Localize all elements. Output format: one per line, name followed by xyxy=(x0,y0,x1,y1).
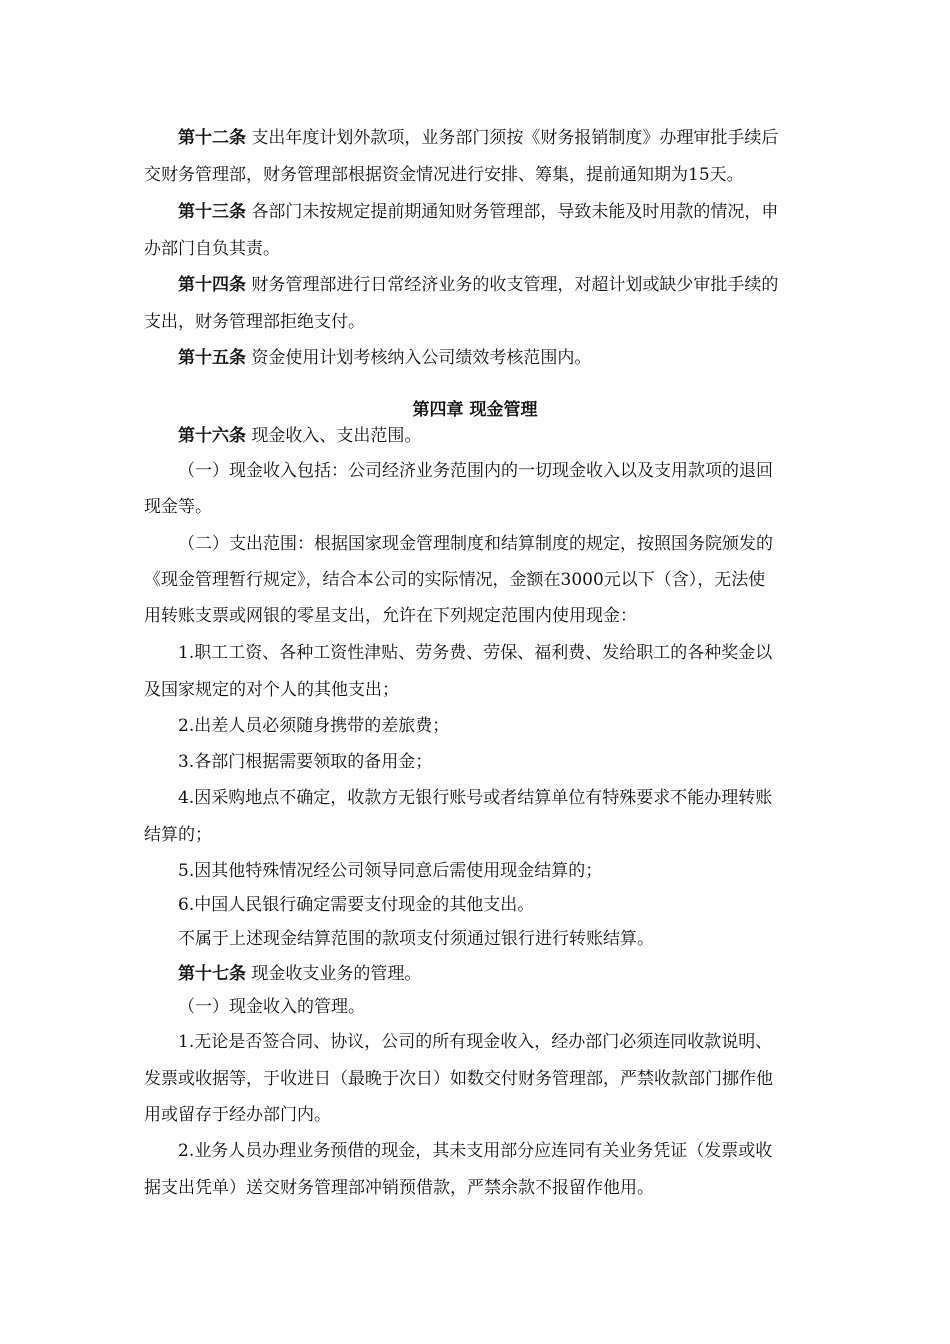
article-13-cont: 办部门自负其责。 xyxy=(144,239,280,259)
list-item-cont: 用或留存于经办部门内。 xyxy=(144,1105,331,1125)
section-expense-scope-cont-2: 用转账支票或网银的零星支出，允许在下列规定范围内使用现金： xyxy=(144,606,637,626)
article-16-label: 第十六条 xyxy=(178,426,246,446)
list-item: 1.无论是否签合同、协议，公司的所有现金收入，经办部门必须连同收款说明、 xyxy=(178,1032,773,1052)
article-12-label: 第十二条 xyxy=(178,128,246,148)
list-item: 2.业务人员办理业务预借的现金，其未支用部分应连同有关业务凭证（发票或收 xyxy=(178,1141,773,1161)
list-item: 3.各部门根据需要领取的备用金； xyxy=(178,752,433,772)
article-17-text: 现金收支业务的管理。 xyxy=(246,964,422,984)
note-line: 不属于上述现金结算范围的款项支付须通过银行进行转账结算。 xyxy=(178,929,654,949)
article-15 xyxy=(0,346,950,370)
section-cash-income-mgmt: （一）现金收入的管理。 xyxy=(178,997,365,1017)
article-17-label: 第十七条 xyxy=(178,964,246,984)
list-item: 5.因其他特殊情况经公司领导同意后需使用现金结算的； xyxy=(178,861,603,881)
article-16 xyxy=(0,424,950,448)
article-13-label: 第十三条 xyxy=(178,202,246,222)
list-item: 2.出差人员必须随身携带的差旅费； xyxy=(178,716,450,736)
list-item: 1.职工工资、各种工资性津贴、劳务费、劳保、福利费、发给职工的各种奖金以 xyxy=(178,643,773,663)
article-15-text: 资金使用计划考核纳入公司绩效考核范围内。 xyxy=(246,348,592,368)
article-14-label: 第十四条 xyxy=(178,275,246,295)
list-item-cont: 结算的； xyxy=(144,825,212,845)
article-13 xyxy=(0,200,950,224)
section-expense-scope-cont-1: 《现金管理暂行规定》，结合本公司的实际情况，金额在3000元以下（含），无法使 xyxy=(144,570,766,590)
chapter-title: 第四章 现金管理 xyxy=(412,400,538,420)
article-15-label: 第十五条 xyxy=(178,348,246,368)
article-12-cont: 交财务管理部，财务管理部根据资金情况进行安排、筹集，提前通知期为15天。 xyxy=(144,165,744,185)
list-item-cont: 据支出凭单）送交财务管理部冲销预借款，严禁余款不报留作他用。 xyxy=(144,1178,654,1198)
article-12 xyxy=(0,126,950,150)
list-item-cont: 及国家规定的对个人的其他支出； xyxy=(144,680,399,700)
article-14-text: 财务管理部进行日常经济业务的收支管理，对超计划或缺少审批手续的 xyxy=(246,275,779,295)
list-item-cont: 发票或收据等，于收进日（最晚于次日）如数交付财务管理部，严禁收款部门挪作他 xyxy=(144,1069,773,1089)
section-cash-income-cont: 现金等。 xyxy=(144,497,212,517)
article-13-text: 各部门未按规定提前期通知财务管理部，导致未能及时用款的情况，申 xyxy=(246,202,779,222)
section-cash-income: （一）现金收入包括：公司经济业务范围内的一切现金收入以及支用款项的退回 xyxy=(178,461,773,481)
article-12-text: 支出年度计划外款项，业务部门须按《财务报销制度》办理审批手续后 xyxy=(246,128,779,148)
list-item: 6.中国人民银行确定需要支付现金的其他支出。 xyxy=(178,895,535,915)
article-14 xyxy=(0,273,950,297)
list-item: 4.因采购地点不确定，收款方无银行账号或者结算单位有特殊要求不能办理转账 xyxy=(178,788,773,808)
article-16-text: 现金收入、支出范围。 xyxy=(246,426,422,446)
article-17 xyxy=(0,962,950,986)
section-expense-scope: （二）支出范围：根据国家现金管理制度和结算制度的规定，按照国务院颁发的 xyxy=(178,534,773,554)
article-14-cont: 支出，财务管理部拒绝支付。 xyxy=(144,312,365,332)
